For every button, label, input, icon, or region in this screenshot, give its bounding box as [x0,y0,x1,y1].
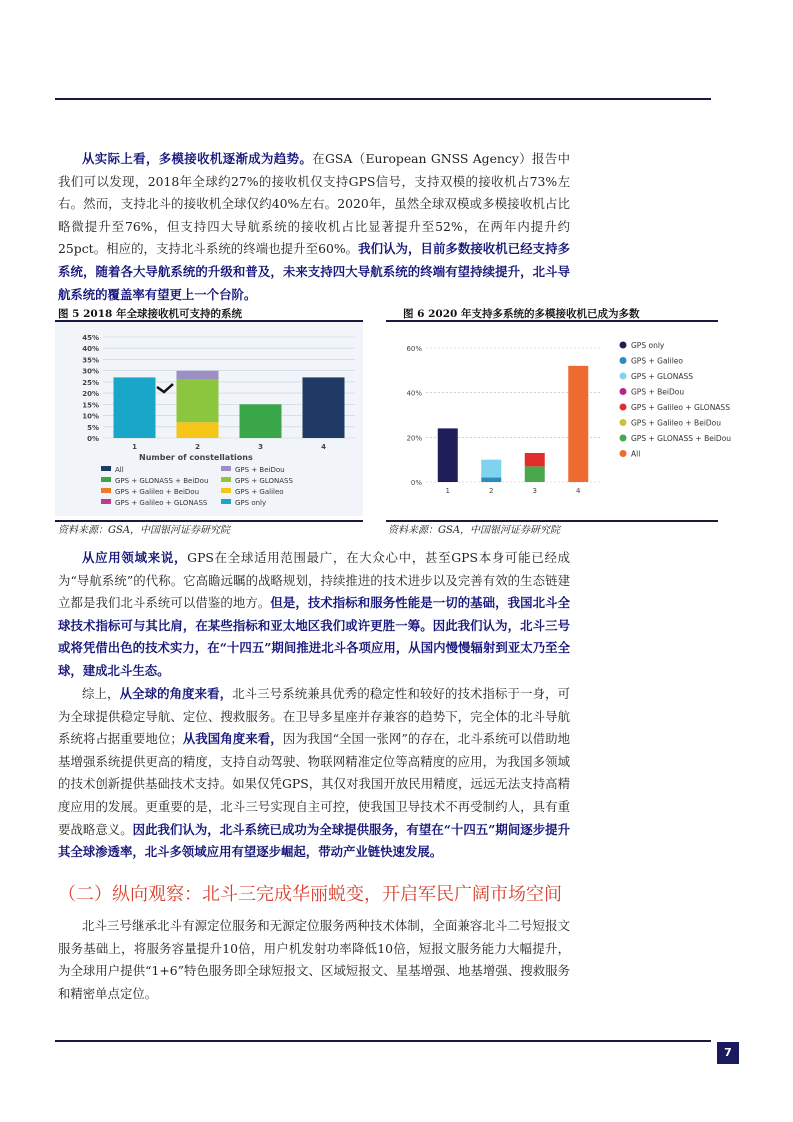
para1-lead: 从实际上看，多模接收机逐渐成为趋势。 [82,151,313,166]
y-tick-label: 20% [82,390,99,399]
legend-label: GPS + GLONASS [631,372,694,381]
legend-label: GPS + Galileo [631,356,684,366]
legend-label: GPS + Galileo + BeiDou [631,418,722,428]
paragraph-application-field [58,547,570,683]
para1-conclusion: 我们认为，目前多数接收机已经支持多系统，随着各大导航系统的升级和普及，未来支持四大导航系统的终端有望持续提升，北斗导航系统的覆盖率有望更上一个台阶。 [58,241,570,302]
y-tick-label: 0% [87,435,99,443]
legend-swatch [221,477,231,482]
legend-swatch [101,488,111,493]
legend-marker [620,373,627,380]
figure5-chart [55,322,363,516]
x-tick-label: 3 [532,487,537,495]
x-tick-label: 2 [195,443,200,451]
figure6-chart [386,322,732,516]
y-tick-label: 10% [82,412,99,421]
bar-all [303,377,345,438]
legend-label: GPS + GLONASS + BeiDou [115,477,209,485]
y-tick-label: 0% [410,479,422,487]
figure6-source: 资料来源：GSA，中国银河证券研究院 [388,525,561,536]
page-number: 7 [717,1042,739,1064]
bar-gps-only [114,377,156,438]
bar-gps-only [438,428,458,482]
paragraph-summary [58,683,570,864]
x-tick-label: 1 [445,487,450,495]
legend-marker [620,342,627,349]
para2-lead: 从应用领域来说， [82,550,188,565]
para2-conclusion: 但是，技术指标和服务性能是一切的基础，我国北斗全球技术指标可与其比肩，在某些指标和亚太地区我们或许更胜一筹。因此我们认为，北斗三号或将凭借出色的技术实力，在“十四五”期间推进北斗各项应用，从国内慢慢辐射到亚太乃至全球，建成北斗生态。 [58,595,571,678]
legend-label: GPS + Galileo + GLONASS [631,403,730,412]
y-tick-label: 45% [82,334,99,342]
legend-swatch [221,488,231,493]
bar-gps-galileo [481,478,501,482]
legend-marker [620,404,627,411]
legend-label: GPS + GLONASS [235,477,293,485]
legend-label: GPS + Galileo [235,488,284,496]
legend-label: GPS + Galileo + GLONASS [115,499,208,507]
bar-gps-glonass [177,380,219,423]
x-tick-label: 3 [258,443,263,451]
bar-all [568,366,588,482]
figure5-xlabel: Number of constellations [139,453,253,462]
bar-gps-glonass-beidou [240,404,282,438]
figure6-box [386,320,732,522]
legend-label: All [115,466,124,474]
section-title: （二）纵向观察：北斗三完成华丽蜕变，开启军民广阔市场空间 [58,884,562,905]
y-tick-label: 25% [82,378,99,387]
para3-domestic-body: 因为我国“全国一张网”的存在，北斗系统可以借助地基增强系统提供更高的精度，支持自动驾驶、物联网精准定位等高精度的应用，为我国多领域的技术创新提供基础技术支持。如果仅凭GPS，其仅对我国开放民用精度，远远无法支持高精度应用的发展。更重要的是，北斗三号实现自主可控，使我国卫导技术不再受制约人，具有重要战略意义。 [58,731,571,837]
para3-domestic-lead: 从我国角度来看， [182,731,283,747]
figure5-box [55,320,363,522]
para3-intro: 综上， [82,686,120,701]
para3-global-body: 北斗三号系统兼具优秀的稳定性和较好的技术指标于一身，可为全球提供稳定导航、定位、搜救服务。在卫导多星座并存兼容的趋势下，完全体的北斗导航系统将占据重要地位； [58,686,571,747]
y-tick-label: 5% [87,423,99,432]
x-tick-label: 2 [489,487,494,495]
legend-swatch [101,466,111,471]
legend-marker [620,357,627,364]
legend-label: GPS + BeiDou [631,387,685,397]
paragraph-multimode-trend [58,148,570,306]
legend-label: GPS only [235,499,267,507]
paragraph-beidou3-services: 北斗三号继承北斗有源定位服务和无源定位服务两种技术体制，全面兼容北斗二号短报文服务基础上，将服务容量提升10倍，用户机发射功率降低10倍，短报文服务能力大幅提升，为全球用户提供“1+6”特色服务即全球短报文、区域短报文、星基增强、地基增强、搜救服务和精密单点定位。 [58,918,570,1001]
legend-marker [620,388,627,395]
legend-swatch [101,477,111,482]
x-tick-label: 4 [321,443,326,451]
legend-swatch [101,499,111,504]
legend-label: All [631,449,641,459]
bar-gps-galileo [177,422,219,438]
figure5-source: 资料来源：GSA，中国银河证券研究院 [58,525,231,536]
para3-global-lead: 从全球的角度来看， [119,686,233,701]
legend-label: GPS + Galileo + BeiDou [115,488,200,496]
y-tick-label: 35% [82,356,99,365]
legend-swatch [221,499,231,504]
x-tick-label: 4 [576,487,581,495]
footer-rule [55,1040,711,1042]
bar-gps-glonass-beidou [525,466,545,482]
para3-conclusion: 因此我们认为，北斗系统已成功为全球提供服务，有望在“十四五”期间逐步提升其全球渗透率，北斗多领域应用有望逐步崛起，带动产业链快速发展。 [58,821,570,860]
y-tick-label: 60% [406,345,422,353]
legend-marker [620,419,627,426]
y-tick-label: 40% [82,345,99,354]
y-tick-label: 20% [406,434,422,443]
bar-gps-galileo-glonass [525,453,545,466]
legend-marker [620,450,627,457]
figure5-title: 图 5 2018 年全球接收机可支持的系统 [58,308,242,320]
legend-swatch [221,466,231,471]
bar-gps-beidou [177,371,219,380]
legend-label: GPS + GLONASS + BeiDou [631,434,732,443]
legend-label: GPS only [631,341,665,350]
figure6-title: 图 6 2020 年支持多系统的多模接收机已成为多数 [403,308,640,320]
header-rule [55,98,711,100]
para2-body: GPS在全球适用范围最广，在大众心中，甚至GPS本身可能已经成为“导航系统”的代称。它高瞻远瞩的战略规划，持续推进的技术进步以及完善有效的生态链建立都是我们北斗系统可以借鉴的地方。 [58,550,571,611]
y-tick-label: 30% [82,367,99,376]
y-tick-label: 40% [406,389,422,398]
legend-marker [620,435,627,442]
x-tick-label: 1 [132,443,137,451]
legend-label: GPS + BeiDou [235,466,285,474]
y-tick-label: 15% [82,401,99,410]
bar-gps-glonass [481,460,501,478]
para1-body: 在GSA（European GNSS Agency）报告中我们可以发现，2018年全球约27%的接收机仅支持GPS信号，支持双模的接收机占73%左右。然而，支持北斗的接收机全球仅约40%左右。2020年，虽然全球双模或多模接收机占比略微提升至76%，但支持四大导航系统的接收机占比显著提升至52%，在两年内提升约25pct。相应的，支持北斗系统的终端也提升至60%。 [58,151,570,257]
